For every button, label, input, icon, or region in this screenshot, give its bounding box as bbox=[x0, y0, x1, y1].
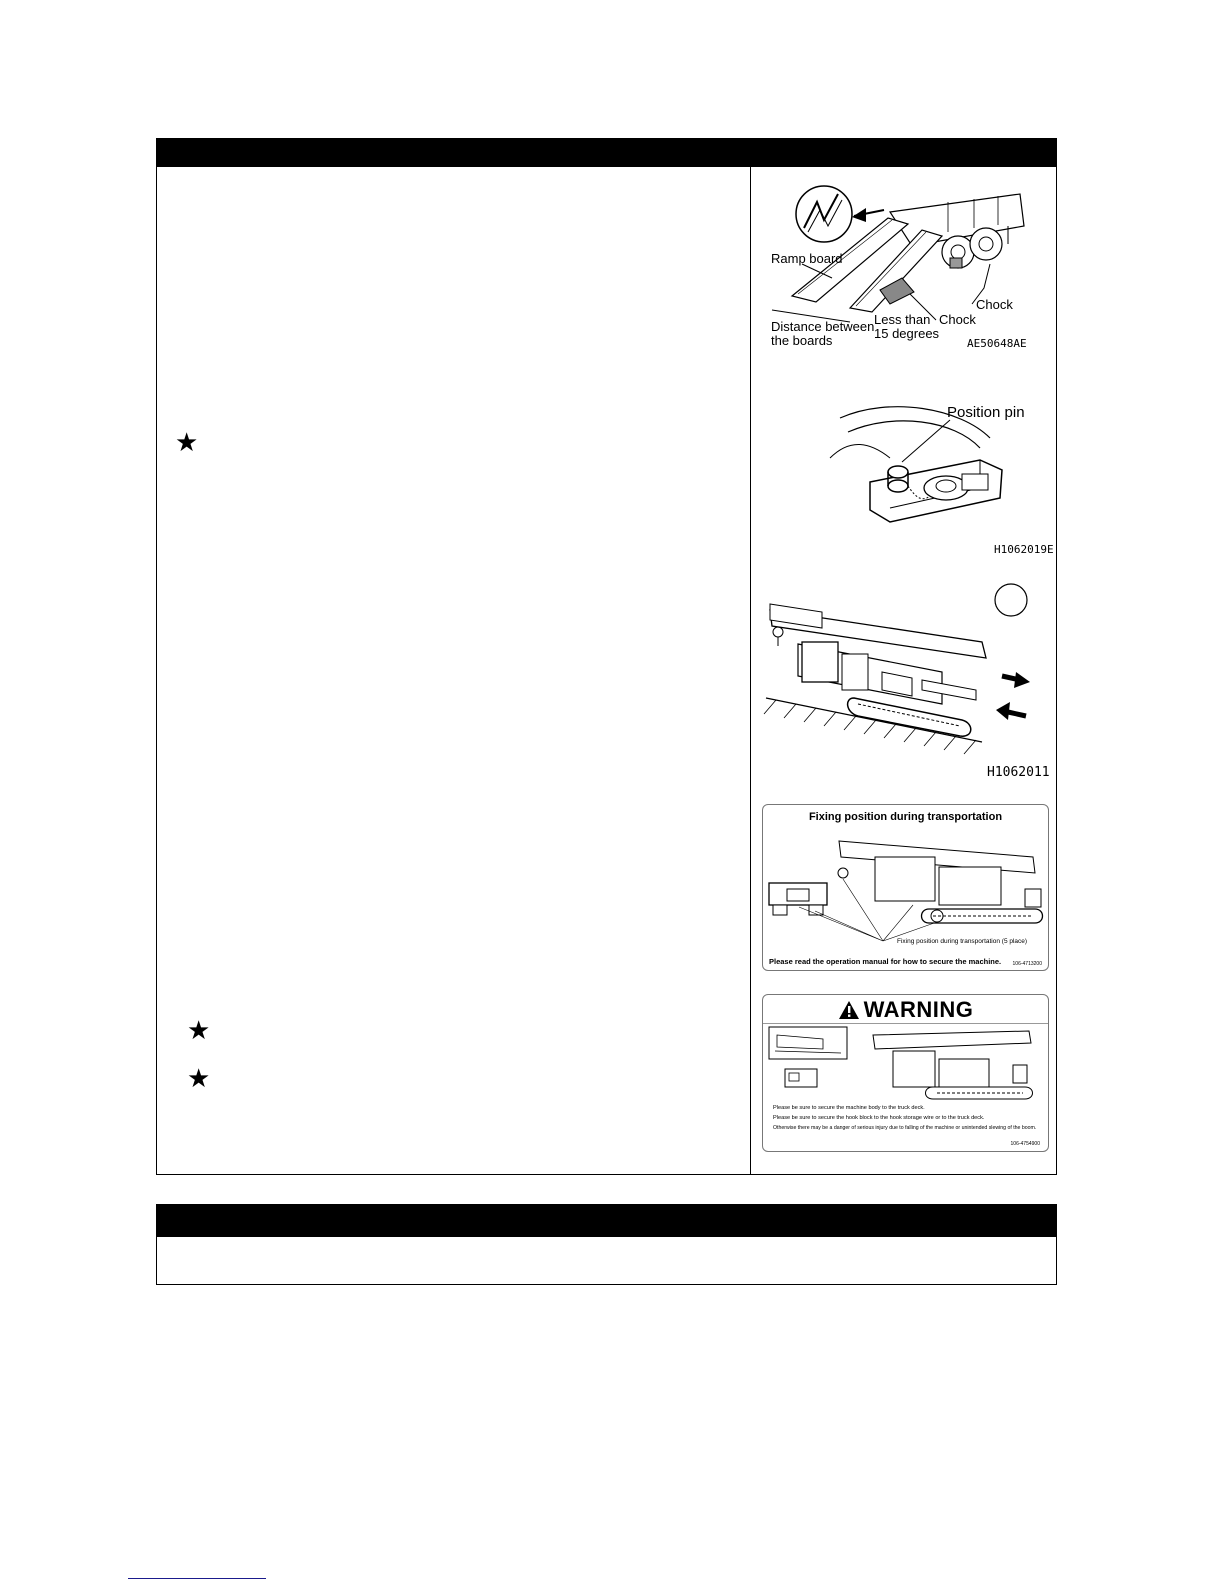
chock-label: Chock bbox=[976, 297, 1013, 312]
fixing-label-note: Please read the operation manual for how to secure the machine. bbox=[769, 957, 1002, 966]
warning-line: Please be sure to secure the machine body to the truck deck. bbox=[773, 1105, 925, 1111]
angle-label: Less than bbox=[874, 312, 931, 327]
position-pin-figure bbox=[830, 398, 1054, 558]
warning-line: Please be sure to secure the hook block to the hook storage wire or to the truck deck. bbox=[773, 1115, 985, 1121]
fixing-label-callout: Fixing position during transportation (5 place) bbox=[897, 938, 1028, 945]
fixing-label-drawing bbox=[763, 827, 1048, 947]
angle-label: 15 degrees bbox=[874, 326, 940, 341]
distance-label: Distance between bbox=[771, 319, 875, 334]
section-header-bar bbox=[157, 1205, 1056, 1237]
star-icon: ★ bbox=[187, 1016, 211, 1046]
figure-code: H1062019E bbox=[994, 543, 1054, 556]
column-divider bbox=[750, 167, 751, 1174]
ramp-board-label: Ramp board bbox=[771, 251, 843, 266]
warning-header bbox=[763, 997, 1048, 1024]
crane-on-slope-figure bbox=[762, 580, 1050, 780]
warning-title: WARNING bbox=[863, 997, 974, 1022]
warning-triangle-icon bbox=[838, 1000, 860, 1020]
star-icon: ★ bbox=[187, 1064, 211, 1094]
section-header-bar bbox=[157, 139, 1056, 167]
figure-code: AE50648AE bbox=[967, 337, 1027, 350]
distance-label: the boards bbox=[771, 333, 833, 348]
warning-label-drawing bbox=[763, 1025, 1048, 1105]
footnote-separator bbox=[128, 1578, 266, 1579]
fixing-label-title: Fixing position during transportation bbox=[808, 811, 1003, 823]
chock-label: Chock bbox=[939, 312, 976, 327]
ramp-board-figure bbox=[762, 180, 1037, 350]
second-section bbox=[156, 1204, 1057, 1285]
warning-label-code: 106-4754900 bbox=[1010, 1141, 1040, 1147]
warning-line: Otherwise there may be a danger of serious injury due to falling of the machine or unintended slewing of the boom. bbox=[773, 1125, 1037, 1131]
warning-label bbox=[762, 994, 1049, 1152]
figure-code: H1062011 bbox=[987, 765, 1050, 780]
star-icon: ★ bbox=[175, 428, 199, 458]
fixing-label-code: 106-4713200 bbox=[1012, 961, 1042, 967]
fixing-position-label bbox=[762, 804, 1049, 971]
position-pin-label: Position pin bbox=[947, 404, 1025, 421]
